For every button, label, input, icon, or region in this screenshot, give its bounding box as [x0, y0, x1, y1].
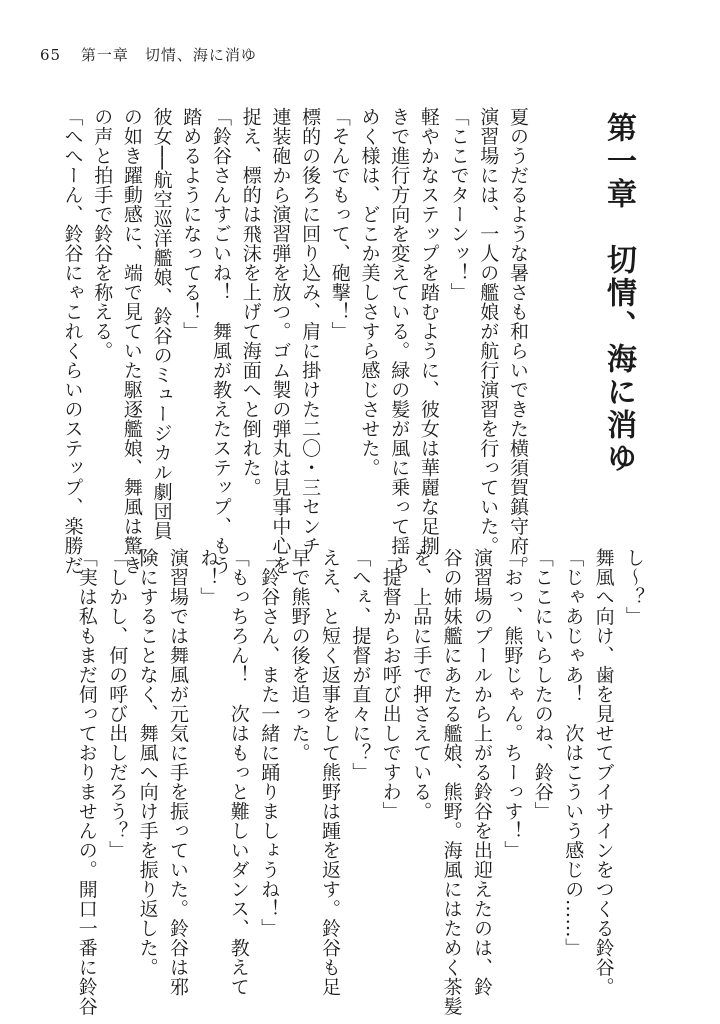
- chapter-title: 第一章 切情、海に消ゆ: [601, 112, 636, 475]
- text-column: 捉え、標的は飛沫を上げて海面へと倒れた。: [239, 107, 262, 497]
- text-column: めく様は、どこか美しさすら感じさせた。: [358, 107, 381, 478]
- text-column: きで進行方向を変えている。緑の髪が風に乗って揺ら: [388, 107, 411, 575]
- text-column: 演習場では舞風が元気に手を振っていた。鈴谷は邪: [167, 548, 189, 997]
- text-column: 「実は私もまだ伺っておりませんの。開口一番に鈴谷: [75, 548, 98, 1016]
- text-column: 踏めるようになってる！」: [180, 107, 203, 341]
- text-column: 険にすることなく、舞風へ向け手を振り返した。: [136, 548, 159, 977]
- text-column: 夏のうだるような暑さも和らいできた横須賀鎮守府。: [507, 107, 529, 575]
- text-column: ね！」: [197, 548, 220, 607]
- text-column: を、上品に手で押さえている。: [410, 548, 433, 821]
- text-column: の声と拍手で鈴谷を称える。: [91, 107, 114, 361]
- text-column: 「提督からお呼び出しですわ」: [379, 548, 402, 821]
- text-column: 連装砲から演習弾を放つ。ゴム製の弾丸は見事中心を: [269, 107, 292, 575]
- text-column: 「そんでもって、砲撃！」: [328, 107, 351, 341]
- text-column: 早で熊野の後を追った。: [288, 548, 311, 763]
- text-column: 「ここにいらしたのね、鈴谷」: [531, 548, 554, 821]
- text-column: 「もっちろん！ 次はもっと難しいダンス、教えて: [227, 548, 250, 997]
- text-column: 「ここでターンッ！」: [447, 107, 470, 302]
- text-column: し～？」: [623, 548, 645, 626]
- text-column: ええ、と短く返事をして熊野は踵を返す。鈴谷も足: [319, 548, 341, 997]
- text-column: の如き躍動感に、端で見ていた駆逐艦娘、舞風は驚き: [120, 107, 143, 575]
- text-column: 軽やかなステップを踏むように、彼女は華麗な足捌: [417, 107, 440, 556]
- running-header: [40, 44, 271, 65]
- text-column: 彼女──航空巡洋艦娘、鈴谷のミュージカル劇団員: [150, 107, 173, 541]
- text-column: 「鈴谷さん、また一緒に踊りましょうね！」: [258, 548, 281, 938]
- text-column: 谷の姉妹艦にあたる艦娘、熊野。海風にはためく茶髪: [440, 548, 463, 1016]
- text-column: 演習場には、一人の艦娘が航行演習を行っていた。: [477, 107, 500, 556]
- text-column: 「おっ、熊野じゃん。ちーっす！」: [501, 548, 524, 860]
- text-column: 標的の後ろに回り込み、肩に掛けた二〇・三センチ: [299, 107, 322, 556]
- text-column: 「じゃあじゃあ！ 次はこういう感じの……」: [562, 548, 585, 958]
- page-number: 65: [40, 46, 62, 64]
- running-title: 第一章 切情、海に消ゆ: [80, 46, 257, 64]
- text-column: 「へぇ、提督が直々に？」: [349, 548, 372, 782]
- text-column: 舞風へ向け、歯を見せてブイサインをつくる鈴谷。: [592, 548, 615, 997]
- text-column: 「鈴谷さんすごいね！ 舞風が教えたステップ、もう: [210, 107, 232, 575]
- text-column: 演習場のプールから上がる鈴谷を出迎えたのは、鈴: [471, 548, 493, 997]
- text-column: 「しかし、何の呼び出しだろう？」: [106, 548, 129, 860]
- text-column: 「へへーん、鈴谷にゃこれくらいのステップ、楽勝だ: [61, 107, 84, 575]
